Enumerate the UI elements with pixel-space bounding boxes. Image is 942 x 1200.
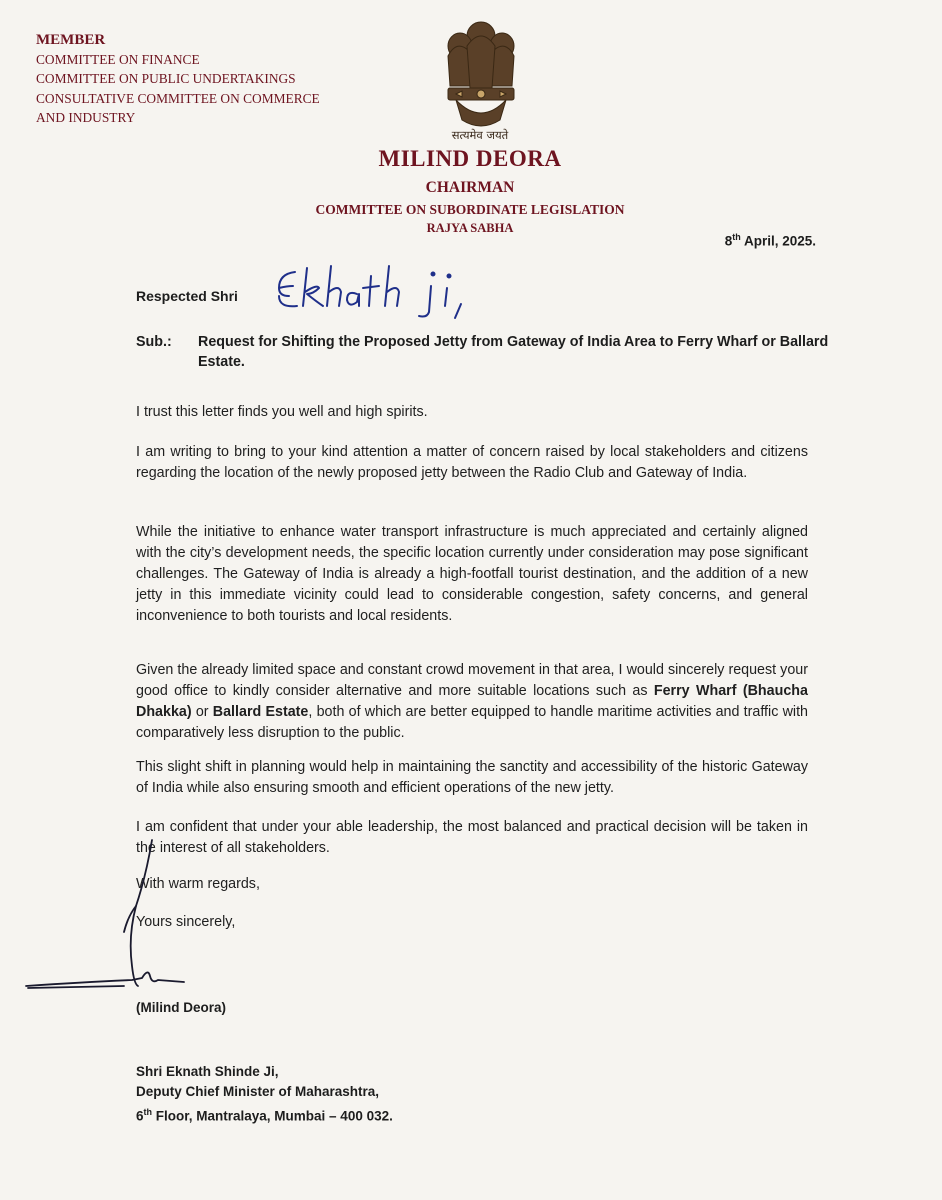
date-day: 8 <box>724 233 733 249</box>
letter-date <box>725 232 816 249</box>
body-paragraph: This slight shift in planning would help in maintaining the sanctity and accessibility of the historic Gateway of India while also ensuring smooth and efficient operations of the new jetty. <box>136 759 808 796</box>
body-paragraph <box>136 660 808 744</box>
recipient-address <box>136 1062 393 1127</box>
paragraph-text: or <box>191 704 213 720</box>
paragraph-text: Given the already limited space and constant crowd movement in that area, I would sincerely request your good office to kindly consider alternative and more suitable locations such as <box>136 662 808 699</box>
committee-line: COMMITTEE ON PUBLIC UNDERTAKINGS <box>36 71 296 87</box>
letterhead-house: RAJYA SABHA <box>426 221 514 235</box>
date-suffix: th <box>732 232 741 242</box>
body-paragraph: I trust this letter finds you well and high spirits. <box>136 404 428 420</box>
address-rest: Floor, Mantralaya, Mumbai – 400 032. <box>152 1108 393 1124</box>
letterhead-role: CHAIRMAN <box>425 179 515 196</box>
closing-line: With warm regards, <box>136 876 260 892</box>
handwritten-signature <box>24 836 364 1006</box>
salutation: Respected Shri <box>136 288 238 304</box>
emblem-motto: सत्यमेव जयते <box>451 128 509 142</box>
member-title: MEMBER <box>36 32 106 48</box>
location-ballard-estate: Ballard Estate <box>212 704 309 720</box>
body-paragraph: While the initiative to enhance water transport infrastructure is much appreciated and certainly aligned with the city’s development needs, the specific location currently under consideration may pose significant challenges. The Gateway of India is already a high-footfall tourist destination, and the addition of a new jetty in this immediate vicinity could lead to considerable congestion, safety concerns, and general inconvenience to both tourists and local residents. <box>136 524 808 624</box>
body-paragraph: I am confident that under your able leadership, the most balanced and practical decision will be taken in the interest of all stakeholders. <box>136 819 808 856</box>
member-committees-block <box>36 30 320 128</box>
location-ferry-wharf: Ferry Wharf (Bhaucha Dhakka) <box>136 683 808 720</box>
floor-suffix: th <box>143 1107 153 1117</box>
floor-number: 6 <box>136 1108 144 1124</box>
committee-line: COMMITTEE ON FINANCE <box>36 52 200 67</box>
letterhead-name: MILIND DEORA <box>378 146 562 171</box>
closing-line: Yours sincerely, <box>136 914 236 930</box>
recipient-line <box>136 1102 393 1127</box>
committee-line: AND INDUSTRY <box>36 110 136 126</box>
paragraph-text: , both of which are better equipped to handle maritime activities and traffic with comparatively less disruption to the public. <box>136 704 808 741</box>
body-paragraph: I am writing to bring to your kind attention a matter of concern raised by local stakeholders and citizens regarding the location of the newly proposed jetty between the Radio Club and Gateway of India. <box>136 444 808 481</box>
committee-line: CONSULTATIVE COMMITTEE ON COMMERCE <box>36 90 320 106</box>
recipient-line: Deputy Chief Minister of Maharashtra, <box>136 1084 380 1099</box>
signatory-name: (Milind Deora) <box>136 1000 226 1015</box>
subject-label: Sub.: <box>136 334 172 350</box>
letterhead-committee: COMMITTEE ON SUBORDINATE LEGISLATION <box>315 202 625 217</box>
handwritten-addressee <box>265 262 505 322</box>
national-emblem-icon <box>426 16 536 140</box>
date-rest: April, 2025. <box>740 233 816 249</box>
recipient-line: Shri Eknath Shinde Ji, <box>136 1064 279 1079</box>
subject-text: Request for Shifting the Proposed Jetty from Gateway of India Area to Ferry Wharf or Ballard Estate. <box>198 334 829 370</box>
